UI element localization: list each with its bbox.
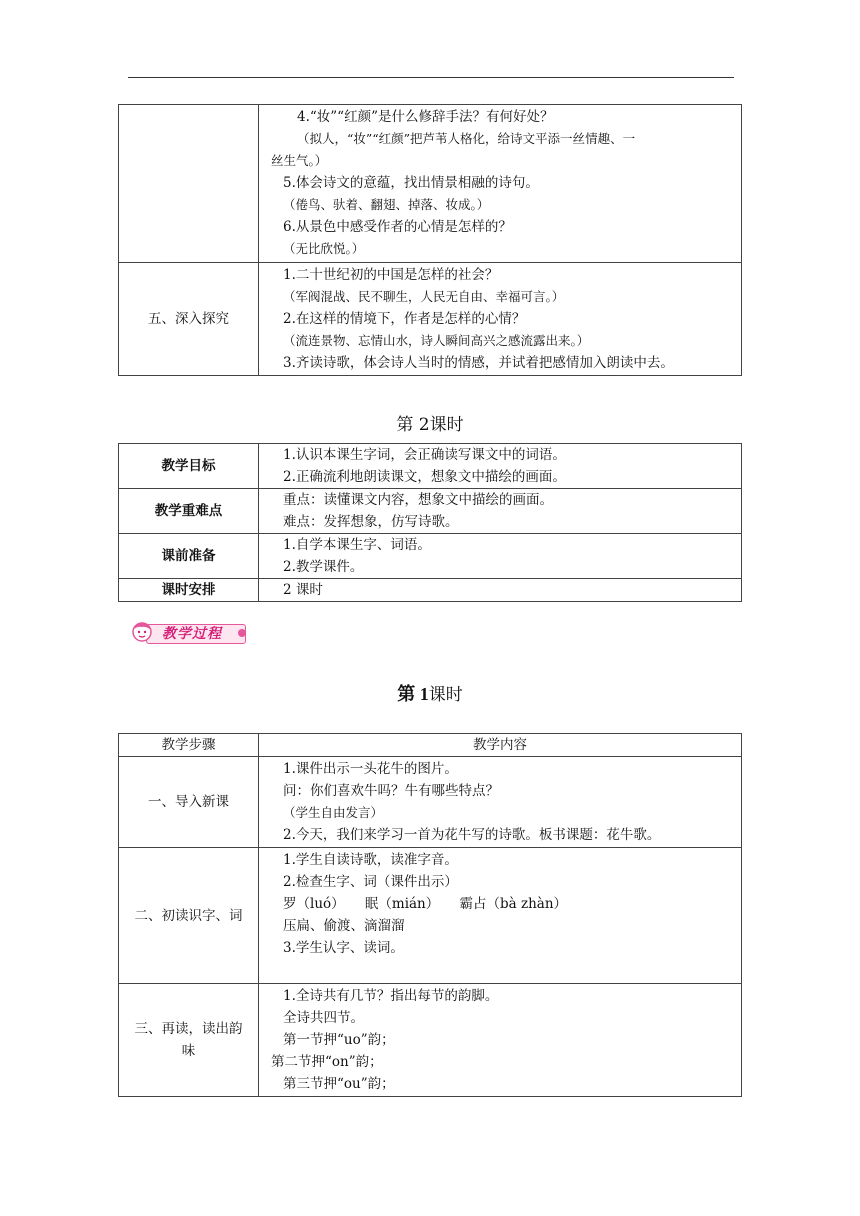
table-row: [119, 105, 742, 263]
question-line: 2.在这样的情境下，作者是怎样的心情？: [283, 311, 526, 327]
content-line: 1.认识本课生字词，会正确读写课文中的词语。: [283, 447, 566, 463]
pinyin-line: 罗（luó） 眠（mián） 霸占（bà zhàn）: [283, 896, 568, 912]
table-row: [119, 848, 742, 984]
content-cell: [259, 757, 742, 848]
header-rule: [128, 77, 734, 78]
step-cell: 一、导入新课: [119, 757, 259, 848]
question-line: 5.体会诗文的意蕴，找出情景相融的诗句。: [283, 175, 539, 191]
question-line: 6.从景色中感受作者的心情是怎样的？: [283, 219, 512, 235]
table-row: [119, 444, 742, 489]
answer-line: 丝生气。）: [271, 153, 328, 168]
column-header-steps: 教学步骤: [119, 734, 259, 757]
step-label-line: 味: [181, 1043, 196, 1059]
content-cell: [259, 489, 742, 534]
section-title-lesson-2: [0, 410, 860, 435]
title-text: 课时: [429, 415, 464, 435]
answer-line: （流连景物、忘情山水，诗人瞬间高兴之感流露出来。）: [283, 333, 590, 348]
teaching-process-stamp: [126, 620, 248, 646]
title-number: 第 1: [397, 684, 429, 704]
content-line: 重点：读懂课文内容，想象文中描绘的画面。: [283, 492, 553, 508]
content-cell: [259, 444, 742, 489]
content-line: 问：你们喜欢牛吗？牛有哪些特点？: [283, 783, 499, 799]
answer-line: （无比欣悦。）: [283, 241, 365, 256]
table-row: [119, 263, 742, 376]
content-line: 2.正确流利地朗读课文，想象文中描绘的画面。: [283, 469, 566, 485]
title-number: 第 2: [396, 415, 430, 435]
section-title-lesson-1: [0, 680, 860, 706]
content-line: （学生自由发言）: [283, 805, 384, 820]
content-line: 1.学生自读诗歌，读准字音。: [283, 852, 458, 868]
content-line: 3.学生认字、读词。: [283, 940, 404, 956]
content-line: 第三节押“ou”韵；: [283, 1076, 395, 1092]
question-line: 4.“妆”“红颜”是什么修辞手法？有何好处？: [297, 109, 554, 125]
column-header-content: 教学内容: [259, 734, 742, 757]
step-cell: 二、初读识字、词: [119, 848, 259, 984]
step-cell: [119, 984, 259, 1097]
content-cell: [259, 105, 742, 263]
row-label: 课时安排: [119, 579, 259, 602]
content-cell: [259, 534, 742, 579]
content-line: 第一节押“uo”韵；: [283, 1032, 395, 1048]
content-line: 全诗共四节。: [283, 1010, 364, 1026]
stamp-label: 教学过程: [162, 626, 222, 642]
title-text: 课时: [428, 685, 463, 705]
content-cell: [259, 263, 742, 376]
content-cell: [259, 848, 742, 984]
step-cell: [119, 105, 259, 263]
row-label: 教学重难点: [119, 489, 259, 534]
stamp-dot-icon: [238, 629, 246, 637]
content-line: 1.全诗共有几节？指出每节的韵脚。: [283, 988, 499, 1004]
content-line: 2.今天，我们来学习一首为花牛写的诗歌。板书课题：花牛歌。: [283, 827, 661, 843]
question-line: 1.二十世纪初的中国是怎样的社会？: [283, 267, 499, 283]
row-label: 课前准备: [119, 534, 259, 579]
content-cell: [259, 984, 742, 1097]
answer-line: （倦鸟、驮着、翻翅、掉落、妆成。）: [283, 197, 490, 212]
answer-line: （军阀混战、民不聊生，人民无自由、幸福可言。）: [283, 289, 565, 304]
table-row: [119, 757, 742, 848]
content-line: 2.检查生字、词（课件出示）: [283, 874, 458, 890]
content-line: 第二节押“on”韵；: [271, 1054, 383, 1070]
lesson-table-continued: [118, 104, 742, 376]
table-header-row: [119, 734, 742, 757]
question-line: 3.齐读诗歌，体会诗人当时的情感，并试着把感情加入朗读中去。: [283, 355, 674, 371]
table-row: [119, 489, 742, 534]
cartoon-girl-icon: [128, 620, 158, 646]
table-row: [119, 984, 742, 1097]
content-line: 1.课件出示一头花牛的图片。: [283, 761, 458, 777]
content-line: 难点：发挥想象，仿写诗歌。: [283, 514, 459, 530]
table-row: [119, 534, 742, 579]
teaching-steps-table: [118, 733, 742, 1097]
content-line: 2.教学课件。: [283, 559, 364, 575]
answer-line: （拟人，“妆”“红颜”把芦苇人格化，给诗文平添一丝情趣、一: [297, 131, 636, 146]
table-row: [119, 579, 742, 602]
step-cell: 五、深入探究: [119, 263, 259, 376]
row-label: 教学目标: [119, 444, 259, 489]
content-line: 压扁、偷渡、滴溜溜: [283, 918, 405, 934]
lesson-overview-table: [118, 443, 742, 602]
step-label-line: 三、再读，读出韵: [134, 1021, 243, 1037]
content-cell: [259, 579, 742, 602]
content-line: 2 课时: [283, 582, 323, 598]
content-line: 1.自学本课生字、词语。: [283, 537, 431, 553]
